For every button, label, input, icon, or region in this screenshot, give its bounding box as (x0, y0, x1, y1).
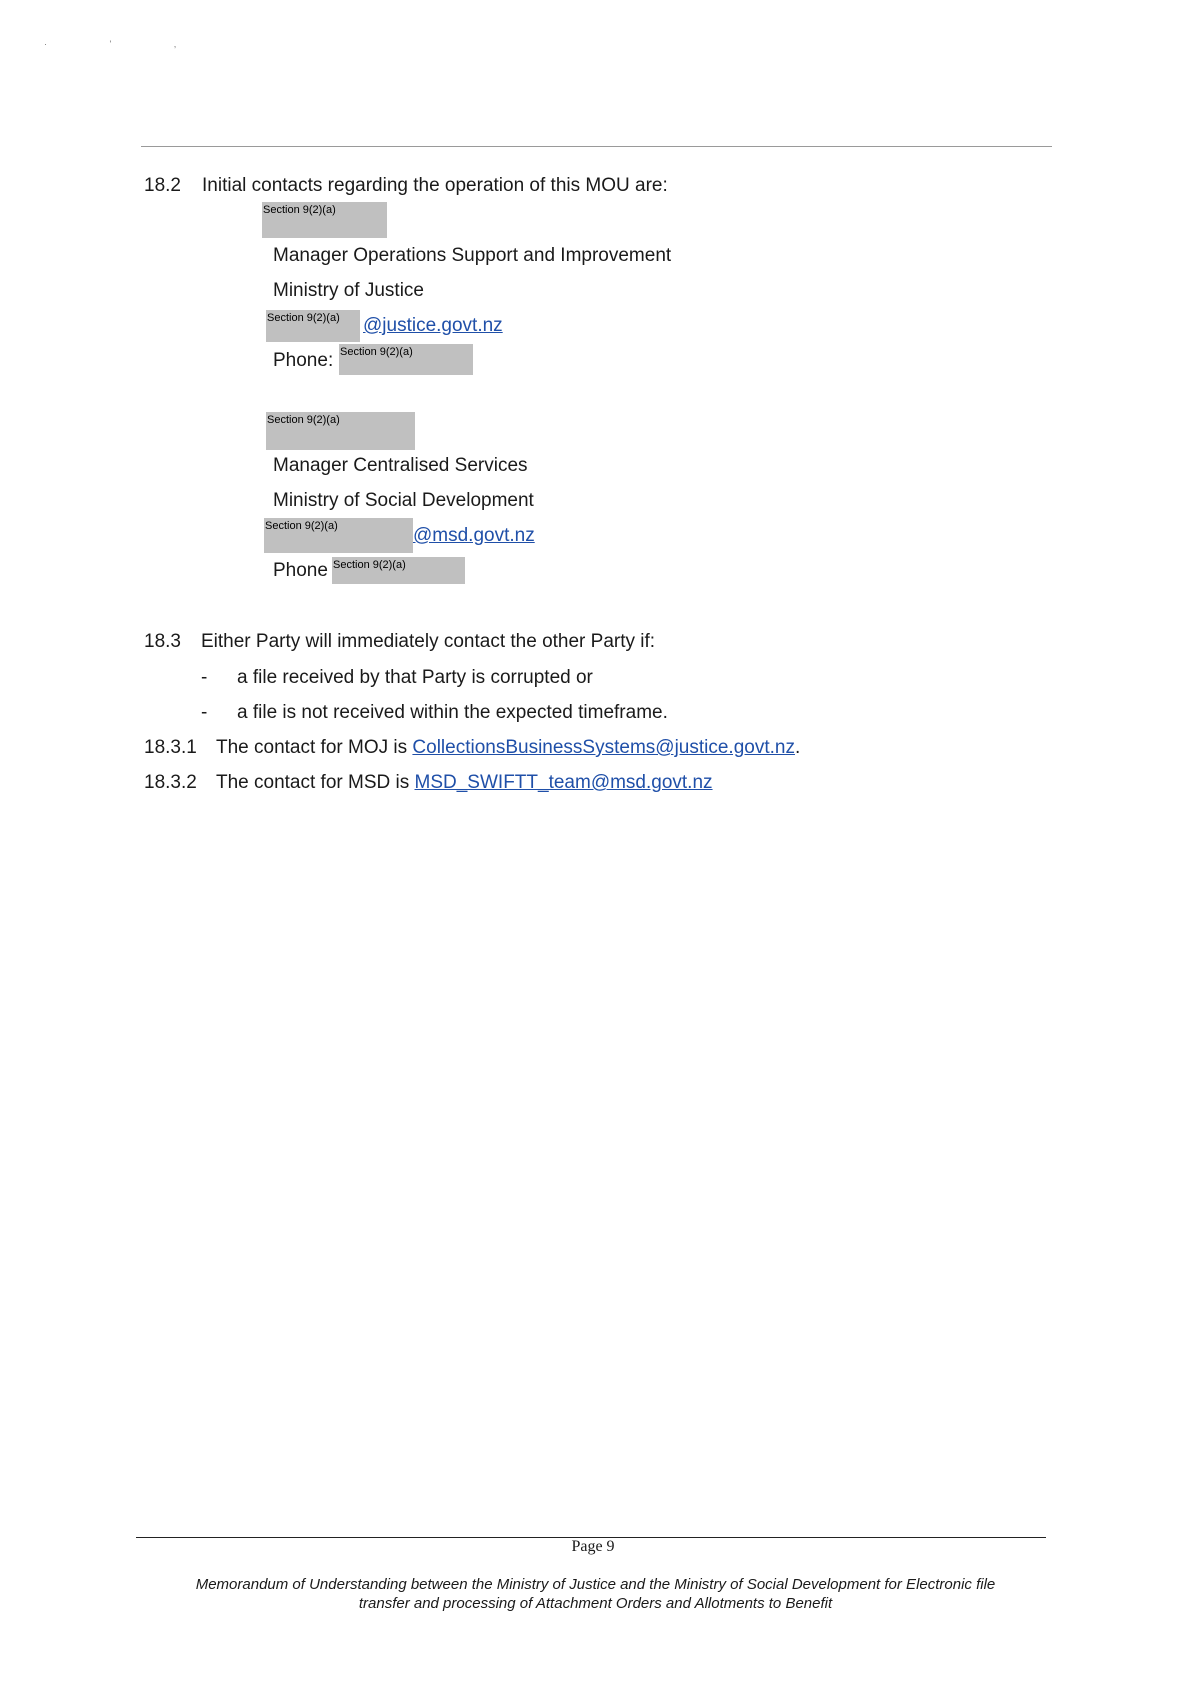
redaction-label: Section 9(2)(a) (263, 204, 336, 216)
header-rule (141, 146, 1052, 147)
section-18-3-2-line (216, 772, 713, 794)
redaction-label: Section 9(2)(a) (267, 312, 340, 324)
redaction-label: Section 9(2)(a) (333, 559, 406, 571)
section-18-3-2-text: The contact for MSD is (216, 772, 415, 793)
bullet-marker: - (201, 702, 208, 723)
redacted-msd-email-user (264, 518, 413, 553)
section-18-3-number: 18.3 (144, 631, 181, 652)
msd-contact-title: Manager Centralised Services (273, 455, 528, 476)
section-18-3-1-trailing: . (794, 737, 801, 758)
bullet-item: a file is not received within the expected timeframe. (237, 702, 668, 723)
footer-text (120, 1575, 1071, 1613)
section-18-3-1-line (216, 737, 800, 759)
moj-email-link[interactable]: @justice.govt.nz (363, 315, 503, 336)
redacted-moj-email-user (266, 310, 360, 342)
section-18-3-1-text: The contact for MOJ is (216, 737, 413, 758)
moj-contact-organisation: Ministry of Justice (273, 280, 424, 301)
footer-line-2: transfer and processing of Attachment Orders and Allotments to Benefit (358, 1595, 833, 1612)
moj-contact-title: Manager Operations Support and Improvement (273, 245, 672, 266)
redacted-msd-phone (332, 557, 465, 584)
redaction-label: Section 9(2)(a) (340, 346, 413, 358)
redaction-label: Section 9(2)(a) (265, 520, 338, 532)
section-18-2-text: Initial contacts regarding the operation of this MOU are: (202, 175, 668, 196)
page-number: Page 9 (571, 1538, 615, 1555)
redacted-msd-contact-name (266, 412, 415, 450)
msd-swiftt-email-link[interactable]: MSD_SWIFTT_team@msd.govt.nz (414, 772, 713, 793)
scan-specks: · ' , (44, 39, 207, 49)
redacted-moj-phone (339, 344, 473, 375)
section-18-3-1-number: 18.3.1 (144, 737, 197, 758)
footer-line-1: Memorandum of Understanding between the Ministry of Justice and the Ministry of Social Development for Electronic file (195, 1576, 996, 1593)
moj-collections-email-link[interactable]: CollectionsBusinessSystems@justice.govt.nz (412, 737, 795, 758)
section-18-3-2-number: 18.3.2 (144, 772, 197, 793)
bullet-item: a file received by that Party is corrupted or (237, 667, 593, 688)
moj-phone-label: Phone: (273, 350, 334, 371)
section-18-3-text: Either Party will immediately contact the other Party if: (201, 631, 656, 652)
msd-email-link[interactable]: @msd.govt.nz (413, 525, 535, 546)
msd-contact-organisation: Ministry of Social Development (273, 490, 534, 511)
section-18-2-number: 18.2 (144, 175, 181, 196)
redaction-label: Section 9(2)(a) (267, 414, 340, 426)
msd-phone-label: Phone (273, 560, 328, 581)
bullet-marker: - (201, 667, 208, 688)
redacted-moj-contact-name (262, 202, 387, 238)
